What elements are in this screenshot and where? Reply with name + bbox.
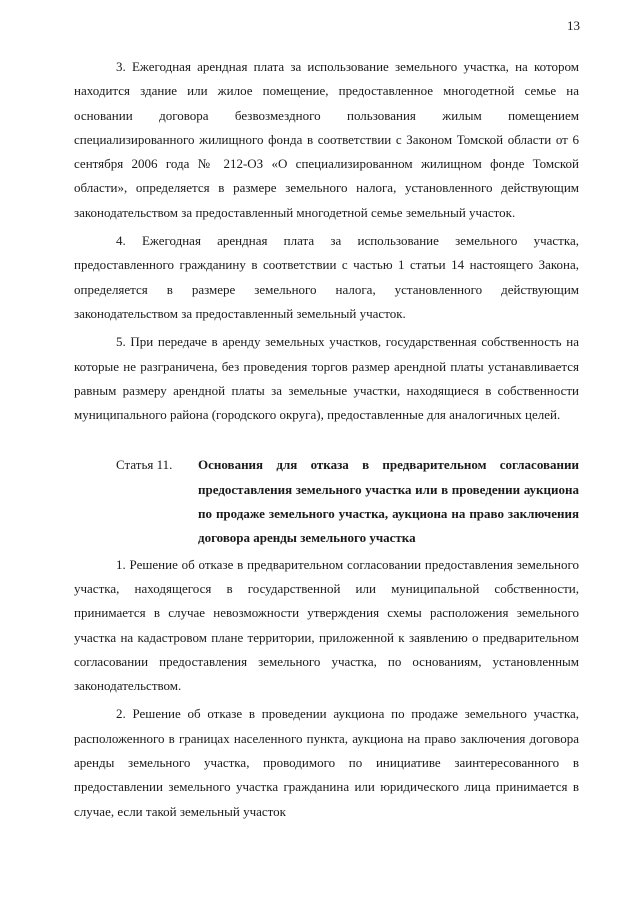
document-body [74, 55, 579, 828]
article-heading [74, 453, 579, 550]
paragraph-4: 4. Ежегодная арендная плата за использование земельного участка, предоставленного гражданину в соответствии с частью 1 статьи 14 настоящего Закона, определяется в размере земельного налога, установленного действующим законодательством за предоставленный земельный участок. [74, 233, 579, 321]
paragraph-5: 5. При передаче в аренду земельных участков, государственная собственность на которые не разграничена, без проведения торгов размер арендной платы устанавливается равным размеру арендной платы за земельные участки, находящиеся в собственности муниципального района (городского округа), предоставленные для аналогичных целей. [74, 334, 579, 423]
page-number: 13 [567, 18, 580, 33]
article-label: Статья 11. [116, 457, 173, 473]
article-11-paragraph-2: 2. Решение об отказе в проведении аукциона по продаже земельного участка, расположенного в границах населенного пункта, аукциона на право заключения договора аренды земельного участка, проводимого по инициативе заинтересованного в предоставлении земельного участка гражданина или юридического лица принимается в случае, если такой земельный участок [74, 706, 579, 819]
article-title: Основания для отказа в предварительном согласовании предоставления земельного участка или в проведении аукциона по продаже земельного участка, аукциона на право заключения договора аренды земельного участка [198, 457, 579, 546]
article-11-paragraph-1: 1. Решение об отказе в предварительном согласовании предоставления земельного участка, находящегося в государственной или муниципальной собственности, принимается в случае невозможности утверждения схемы расположения земельного участка на кадастровом плане территории, приложенной к заявлению о предварительном согласовании предоставления земельного участка, по основаниям, установленным законодательством. [74, 556, 579, 694]
paragraph-3: 3. Ежегодная арендная плата за использование земельного участка, на котором находится здание или жилое помещение, предоставленное многодетной семье на основании договора безвозмездного пользования жилым помещением специализированного жилищного фонда в соответствии с Законом Томской области от 6 сентября 2006 года № 212-ОЗ «О специализированном жилищном фонде Томской области», определяется в размере земельного налога, установленного действующим законодательством за предоставленный многодетной семье земельный участок. [74, 59, 579, 220]
